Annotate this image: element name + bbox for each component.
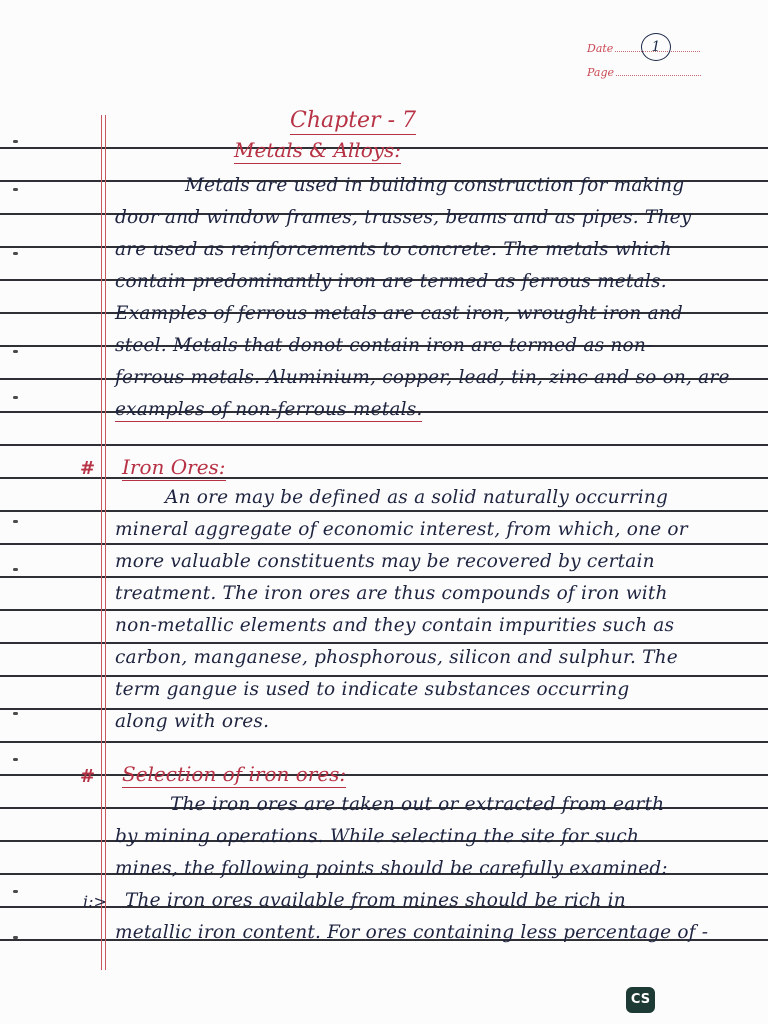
paragraph-line: The iron ores are taken out or extracted from earth [170,794,665,815]
page-number: 1 [641,33,671,61]
binding-hole [13,520,18,523]
topic-title: Metals & Alloys: [234,138,402,162]
paragraph-line: term gangue is used to indicate substances occurring [115,679,630,700]
margin-line [101,115,102,970]
paragraph-line: mines, the following points should be carefully examined: [115,858,668,879]
paragraph-line: carbon, manganese, phosphorous, silicon and sulphur. The [115,647,678,668]
date-label: Date [587,42,614,55]
paragraph-line: along with ores. [115,711,270,732]
binding-hole [13,758,18,761]
binding-hole [13,712,18,715]
paragraph-line: Metals are used in building construction for making [185,175,685,196]
paragraph-line: more valuable constituents may be recovered by certain [115,551,655,572]
section-marker: # [80,458,96,479]
section-heading-selection: Selection of iron ores: [122,762,347,786]
chapter-title: Chapter - 7 [290,108,416,133]
page-field [587,66,701,79]
binding-hole [13,350,18,353]
paragraph-line: ferrous metals. Aluminium, copper, lead, tin, zinc and so on, are [115,367,730,388]
binding-hole [13,188,18,191]
section-heading-iron-ores: Iron Ores: [122,455,226,479]
paragraph-line: metallic iron content. For ores containing less percentage of - [115,922,709,943]
camscanner-logo-icon: CS [626,987,655,1013]
paragraph-line: mineral aggregate of economic interest, from which, one or [115,519,688,540]
point-marker: i:> [83,892,107,911]
binding-hole [13,936,18,939]
paragraph-line: are used as reinforcements to concrete. The metals which [115,239,672,260]
paragraph-line: contain predominantly iron are termed as ferrous metals. [115,271,667,292]
paragraph-line: non-metallic elements and they contain impurities such as [115,615,675,636]
paragraph-line: The iron ores available from mines should be rich in [125,890,626,911]
paragraph-line: An ore may be defined as a solid naturally occurring [165,487,669,508]
paragraph-line: door and window frames, trusses, beams and as pipes. They [115,207,692,228]
binding-hole [13,140,18,143]
paragraph-line: treatment. The iron ores are thus compounds of iron with [115,583,668,604]
paragraph-line: by mining operations. While selecting the site for such [115,826,640,847]
binding-hole [13,252,18,255]
paragraph-line: examples of non-ferrous metals. [115,399,423,420]
paragraph-line: steel. Metals that donot contain iron are termed as non- [115,335,653,356]
binding-hole [13,396,18,399]
page-label: Page [587,66,615,79]
section-marker: # [80,766,96,787]
margin-line [105,115,106,970]
paragraph-line: Examples of ferrous metals are cast iron, wrought iron and [115,303,683,324]
binding-hole [13,890,18,893]
binding-hole [13,568,18,571]
